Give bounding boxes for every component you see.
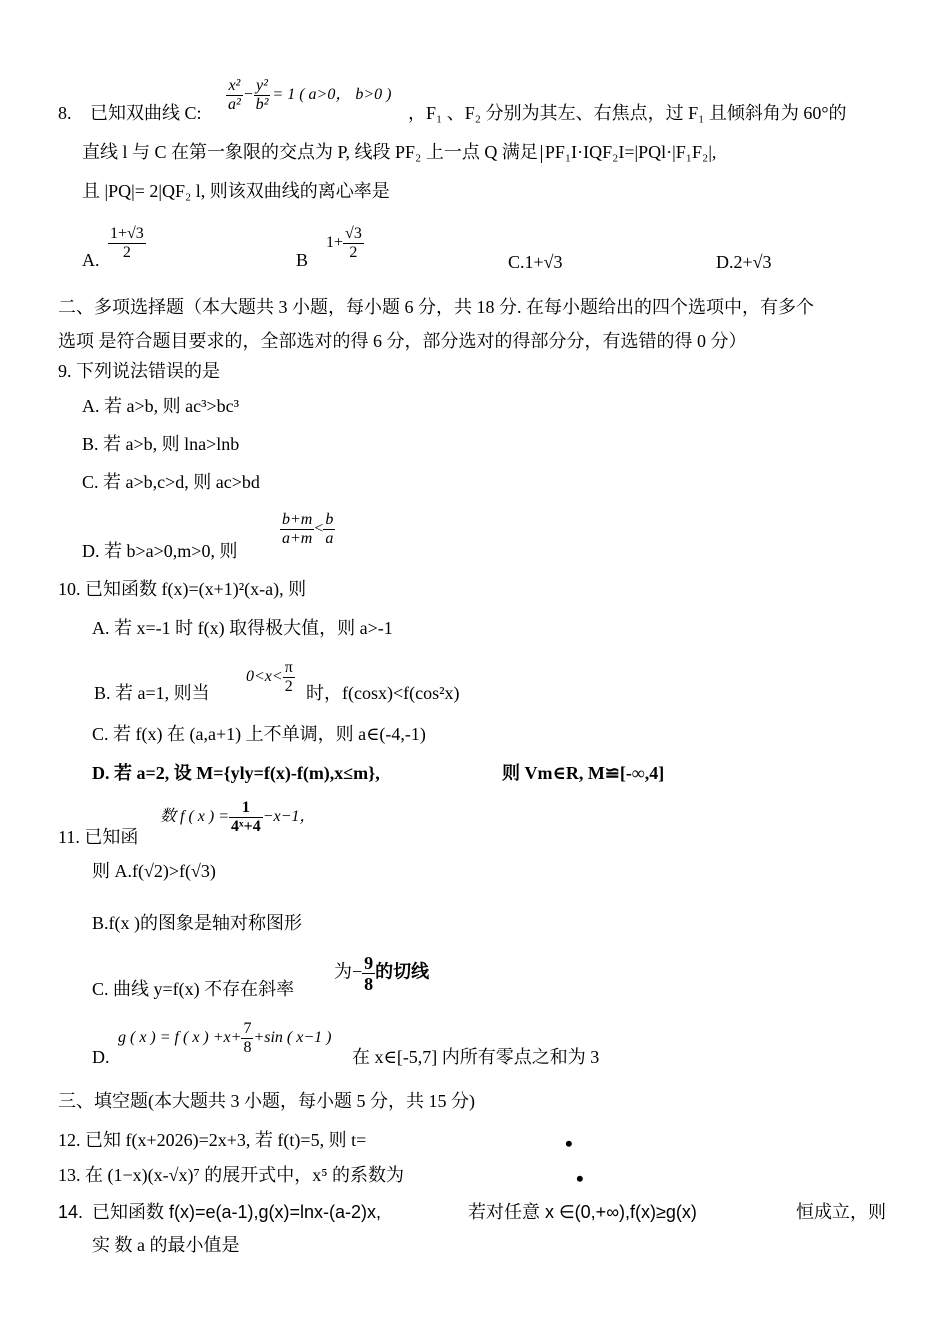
q8-line3: 且 |PQ|= 2|QF₂ l, 则该双曲线的离心率是 <box>82 181 390 201</box>
q8-option-b-label: B <box>296 250 309 270</box>
q10-stem: 10. 已知函数 f(x)=(x+1)²(x-a), 则 <box>58 579 307 599</box>
q11-function-definition: 数 f ( x ) = $\frac{1}{\text{4ˣ+4}}$ −x−1， <box>160 799 316 835</box>
q10-option-b-condition: 0<x< $\frac{\pi}{2}$ <box>246 659 293 695</box>
q8-option-a-value: $\frac{1+√3}{2}$ <box>110 225 144 261</box>
q8-line1-rest: ，F₁ 、F₂ 分别为其左、右焦点，过 F₁ 且倾斜角为 60°的 <box>408 103 847 123</box>
q8-option-b-value: 1+ $\frac{√3}{2}$ <box>326 225 362 261</box>
q14-number: 14. <box>58 1202 84 1222</box>
q11-option-a: 则 A.f(√2)>f(√3) <box>92 861 216 881</box>
q8-option-c: C.1+√3 <box>508 252 563 272</box>
q8-option-a-label: A. <box>82 250 100 270</box>
q11-option-c-slope: 为− $\frac{9}{8}$ 的切线 <box>334 953 430 994</box>
q10-option-b-post: 时，f(cosx)<f(cos²x) <box>306 683 460 703</box>
q14-text-part2: 若对任意 x ∈(0,+∞),f(x)≥g(x) <box>468 1202 697 1222</box>
q10-option-d-right: 则 Vm∈R, M≌[-∞,4] <box>502 763 665 783</box>
q9-stem: 9. 下列说法错误的是 <box>58 361 220 381</box>
q14-text-part1: 已知函数 f(x)=e(a-1),g(x)=lnx-(a-2)x, <box>92 1202 382 1222</box>
q9-option-a: A. 若 a>b, 则 ac³>bc³ <box>82 396 240 416</box>
section2-heading-line1: 二、多项选择题（本大题共 3 小题，每小题 6 分，共 18 分. 在每小题给出的四个选项中，有多个 <box>58 297 814 317</box>
q11-stem: 11. 已知函 <box>58 827 139 847</box>
q14-text-part3: 恒成立，则 <box>796 1202 886 1222</box>
q11-option-c-pre: C. 曲线 y=f(x) 不存在斜率 <box>92 979 295 999</box>
q8-hyperbola-equation: $\frac{\text{x²}}{\text{a²}}$ − $\frac{\text{y²}}{\text{b²}}$ = 1 ( a>0， b>0 ) <box>228 77 392 113</box>
q8-line2: 直线 l 与 C 在第一象限的交点为 P, 线段 PF₂ 上一点 Q 满足 PF₁I·IQF₂I=|PQl·|F₁F₂|, <box>82 142 717 162</box>
q13-answer-dot: • <box>576 1166 584 1191</box>
q9-option-d-inequality: $\frac{b+m}{a+m}$ < $\frac{b}{a}$ <box>282 511 334 547</box>
q14-line2: 实 数 a 的最小值是 <box>92 1235 240 1255</box>
q8-option-d: D.2+√3 <box>716 252 772 272</box>
q11-option-d-rest: 在 x∈[-5,7] 内所有零点之和为 3 <box>352 1047 600 1067</box>
q11-option-b: B.f(x )的图象是轴对称图形 <box>92 913 302 933</box>
q11-option-d-function: g ( x ) = f ( x ) +x+ $\frac{7}{8}$ +sin ( x−1 ) <box>118 1020 332 1056</box>
section3-heading: 三、填空题(本大题共 3 小题，每小题 5 分，共 15 分) <box>58 1091 475 1111</box>
q9-option-b: B. 若 a>b, 则 lna>lnb <box>82 434 240 454</box>
section2-desc-line2: 选项 是符合题目要求的，全部选对的得 6 分，部分选对的得部分分，有选错的得 0 分） <box>58 331 747 351</box>
q10-option-b-pre: B. 若 a=1, 则当 <box>94 683 210 703</box>
q8-number: 8. <box>58 103 72 123</box>
q9-option-c: C. 若 a>b,c>d, 则 ac>bd <box>82 472 260 492</box>
q11-option-d-label: D. <box>92 1047 110 1067</box>
q10-option-a: A. 若 x=-1 时 f(x) 取得极大值，则 a>-1 <box>92 618 393 638</box>
q10-option-c: C. 若 f(x) 在 (a,a+1) 上不单调，则 a∈(-4,-1) <box>92 724 426 744</box>
q8-intro: 已知双曲线 C: <box>90 103 202 123</box>
q13-text: 13. 在 (1−x)(x-√x)⁷ 的展开式中，x⁵ 的系数为 <box>58 1165 405 1185</box>
q12-text: 12. 已知 f(x+2026)=2x+3, 若 f(t)=5, 则 t= <box>58 1130 367 1150</box>
q10-option-d-left: D. 若 a=2, 设 M={yly=f(x)-f(m),x≤m}, <box>92 763 380 783</box>
q9-option-d-text: D. 若 b>a>0,m>0, 则 <box>82 541 238 561</box>
q12-answer-dot: • <box>565 1131 573 1156</box>
